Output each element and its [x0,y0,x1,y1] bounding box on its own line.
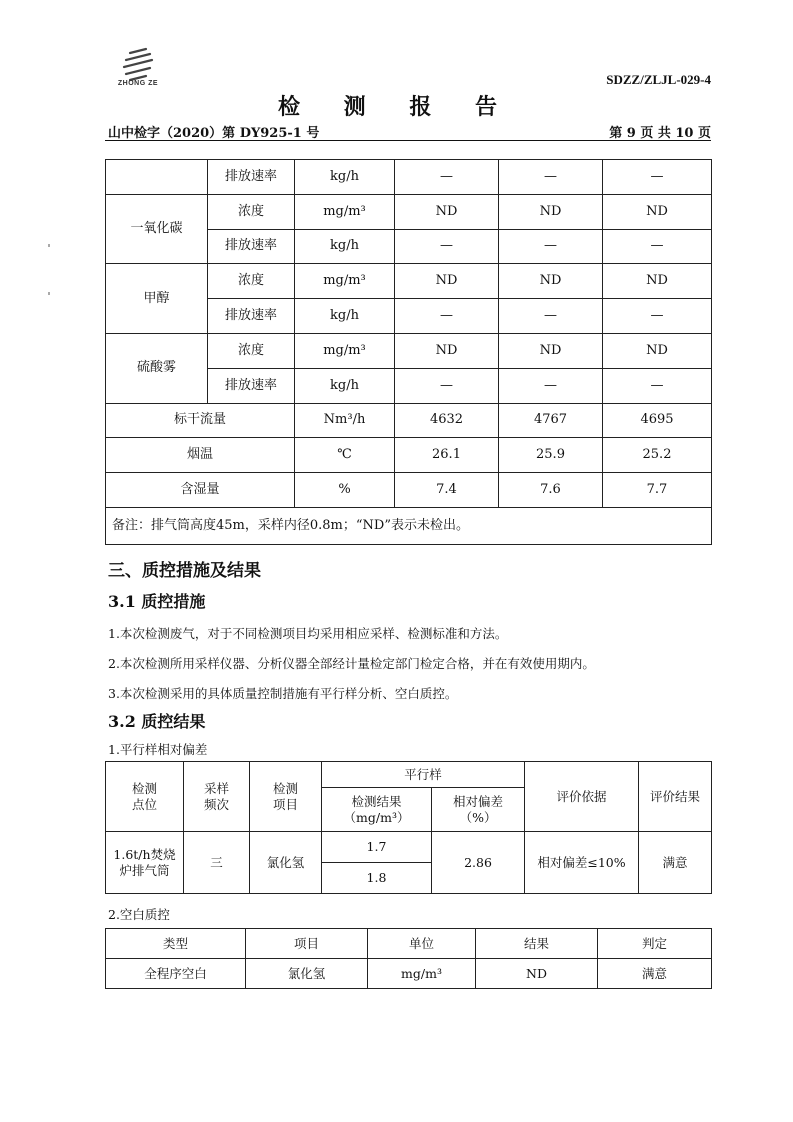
result-cell: ND [476,959,598,989]
page-title: 检 测 报 告 [278,94,515,120]
table-row [106,403,712,438]
value-cell: 4767 [499,403,603,438]
table-row [106,264,712,299]
table-caption: 1.平行样相对偏差 [108,742,208,757]
param-cell: 含湿量 [106,473,295,508]
table-row [106,194,712,229]
value-cell: ND [603,194,712,229]
basis-cell: 相对偏差≤10% [525,832,639,894]
unit-cell: mg/m³ [295,264,395,299]
value-cell: — [603,229,712,264]
table-row [106,959,712,989]
value-cell: 25.9 [499,438,603,473]
subsection-heading-qc-measures: 3.1 质控措施 [108,592,206,611]
header-unit: 单位 [368,929,476,959]
value-cell: ND [603,333,712,368]
value-cell: 4632 [395,403,499,438]
blank-qc-table [105,928,712,989]
unit-cell: ℃ [295,438,395,473]
table-row [106,832,712,863]
unit-cell: Nm³/h [295,403,395,438]
emission-results-table [105,159,712,545]
judgement-cell: 满意 [598,959,712,989]
param-cell [106,160,208,195]
item-cell: 浓度 [208,194,295,229]
section-heading: 三、质控措施及结果 [108,561,261,581]
parallel-sample-table [105,761,712,894]
header-basis: 评价依据 [525,762,639,832]
scan-speck [48,292,50,295]
value-cell: 26.1 [395,438,499,473]
value-cell: 4695 [603,403,712,438]
header-result: 结果 [476,929,598,959]
paragraph: 3.本次检测采用的具体质量控制措施有平行样分析、空白质控。 [108,686,458,701]
header-parallel: 平行样 [322,762,525,788]
header-frequency: 采样 频次 [184,762,250,832]
page-number: 第 9 页 共 10 页 [609,126,711,141]
value-cell: — [499,229,603,264]
item-cell: 氯化氢 [246,959,368,989]
header-point: 检测 点位 [106,762,184,832]
value-cell: 25.2 [603,438,712,473]
value-cell: ND [395,333,499,368]
subsection-heading-qc-results: 3.2 质控结果 [108,712,206,731]
table-row [106,762,712,788]
document-code: SDZZ/ZLJL-029-4 [606,72,711,87]
table-row [106,438,712,473]
header-result: 检测结果 （mg/m³） [322,788,432,832]
table-row [106,929,712,959]
paragraph: 1.本次检测废气，对于不同检测项目均采用相应采样、检测标准和方法。 [108,626,508,641]
item-cell: 排放速率 [208,299,295,334]
item-cell: 排放速率 [208,160,295,195]
unit-cell: kg/h [295,299,395,334]
value-cell: ND [395,194,499,229]
logo-text: ZHONG ZE [117,80,159,87]
param-cell: 标干流量 [106,403,295,438]
value-cell: ND [499,194,603,229]
param-cell: 烟温 [106,438,295,473]
unit-cell: kg/h [295,229,395,264]
value-cell: — [395,229,499,264]
unit-cell: kg/h [295,160,395,195]
value-cell: — [603,299,712,334]
value-cell: ND [499,333,603,368]
unit-cell: kg/h [295,368,395,403]
type-cell: 全程序空白 [106,959,246,989]
value-cell: 7.7 [603,473,712,508]
unit-cell: mg/m³ [295,333,395,368]
value-cell: — [499,368,603,403]
value-cell: — [499,160,603,195]
header-judgement: 判定 [598,929,712,959]
table-row [106,507,712,544]
unit-cell: mg/m³ [295,194,395,229]
report-number: 山中检字（2020）第 DY925-1 号 [108,126,320,141]
value-cell: — [499,299,603,334]
value-cell: — [603,160,712,195]
item-cell: 浓度 [208,333,295,368]
item-cell: 浓度 [208,264,295,299]
header-divider [105,140,711,141]
table-row [106,333,712,368]
value-cell: ND [603,264,712,299]
evaluation-cell: 满意 [639,832,712,894]
table-row [106,160,712,195]
value-cell: 7.6 [499,473,603,508]
table-row [106,473,712,508]
result-cell: 1.8 [322,863,432,894]
scan-speck [48,244,50,247]
value-cell: ND [499,264,603,299]
header-evaluation: 评价结果 [639,762,712,832]
value-cell: 7.4 [395,473,499,508]
value-cell: — [395,160,499,195]
value-cell: — [395,299,499,334]
unit-cell: mg/m³ [368,959,476,989]
header-item: 项目 [246,929,368,959]
header-item: 检测 项目 [250,762,322,832]
value-cell: ND [395,264,499,299]
paragraph: 2.本次检测所用采样仪器、分析仪器全部经计量检定部门检定合格，并在有效使用期内。 [108,656,595,671]
frequency-cell: 三 [184,832,250,894]
value-cell: — [395,368,499,403]
table-caption: 2.空白质控 [108,907,170,922]
param-cell: 一氧化碳 [106,194,208,264]
param-cell: 甲醇 [106,264,208,334]
point-cell: 1.6t/h焚烧 炉排气筒 [106,832,184,894]
item-cell: 排放速率 [208,229,295,264]
item-cell: 氯化氢 [250,832,322,894]
table-note: 备注：排气筒高度45m，采样内径0.8m；“ND”表示未检出。 [106,507,712,544]
header-type: 类型 [106,929,246,959]
param-cell: 硫酸雾 [106,333,208,403]
item-cell: 排放速率 [208,368,295,403]
header-deviation: 相对偏差 （%） [432,788,525,832]
result-cell: 1.7 [322,832,432,863]
deviation-cell: 2.86 [432,832,525,894]
value-cell: — [603,368,712,403]
unit-cell: % [295,473,395,508]
